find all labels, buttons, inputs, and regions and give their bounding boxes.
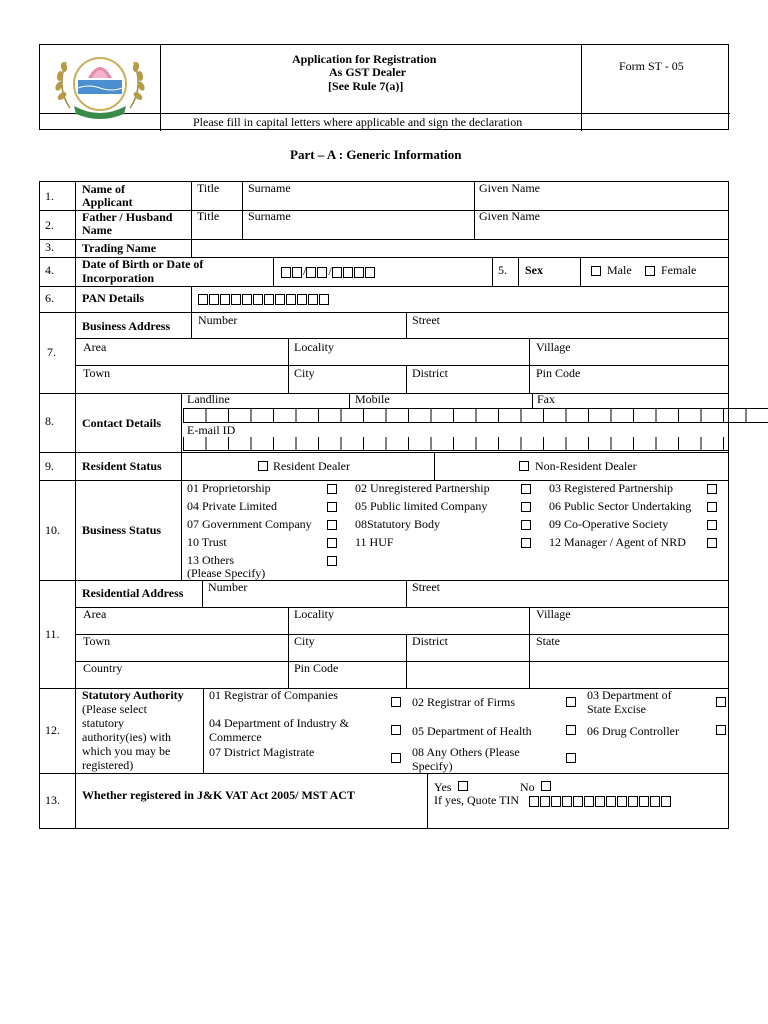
statutory-authority-label: Statutory Authority [82, 688, 184, 702]
authority-option-label: Specify) [412, 759, 453, 773]
form-title-line2: As GST Dealer [329, 65, 407, 79]
authority-option-label: 02 Registrar of Firms [412, 695, 515, 709]
residential-address-label: Residential Address [82, 586, 184, 600]
proprietorship-checkbox[interactable] [327, 484, 337, 494]
father-given-name-field[interactable]: Given Name [479, 209, 540, 223]
status-option-label: 05 Public limited Company [355, 499, 488, 513]
contact-details-label: Contact Details [82, 416, 161, 430]
father-husband-name-label-2: Name [82, 223, 112, 237]
business-town-field[interactable]: Town [83, 366, 111, 380]
authority-option-label: State Excise [587, 702, 646, 716]
residential-state-field[interactable]: State [536, 634, 560, 648]
authority-option-label: 08 Any Others (Please [412, 745, 520, 759]
dob-label: Date of Birth or Date of [82, 257, 204, 271]
authority-option-label: 07 District Magistrate [209, 745, 315, 759]
public-limited-checkbox[interactable] [521, 502, 531, 512]
residential-country-field[interactable]: Country [83, 661, 123, 675]
status-option-label: 11 HUF [355, 535, 394, 549]
status-option-label: 02 Unregistered Partnership [355, 481, 490, 495]
drug-controller-checkbox[interactable] [716, 725, 726, 735]
father-husband-name-label: Father / Husband [82, 210, 173, 224]
female-label: Female [661, 263, 697, 277]
status-option-label: 12 Manager / Agent of NRD [549, 535, 686, 549]
residential-number-field[interactable]: Number [208, 580, 248, 594]
row-number: 6. [45, 291, 54, 305]
residential-district-field[interactable]: District [412, 634, 448, 648]
private-limited-checkbox[interactable] [327, 502, 337, 512]
agent-nrd-checkbox[interactable] [707, 538, 717, 548]
statutory-authority-desc: (Please select [82, 702, 147, 716]
row-number: 13. [45, 793, 60, 807]
sex-label: Sex [525, 263, 543, 277]
resident-status-label: Resident Status [82, 459, 162, 473]
unregistered-partnership-checkbox[interactable] [521, 484, 531, 494]
father-title-field[interactable]: Title [197, 209, 220, 223]
row-number: 1. [45, 189, 54, 203]
applicant-name-label: Name of [82, 182, 125, 196]
mobile-label: Mobile [355, 392, 390, 406]
status-option-label: 08Statutory Body [355, 517, 441, 531]
vat-registration-label: Whether registered in J&K VAT Act 2005/ MST ACT [82, 788, 355, 802]
statutory-authority-desc: statutory [82, 716, 124, 730]
landline-label: Landline [187, 392, 230, 406]
dob-label-2: Incorporation [82, 271, 154, 285]
row-number: 2. [45, 218, 54, 232]
authority-option-label: 06 Drug Controller [587, 724, 679, 738]
yes-checkbox[interactable] [458, 781, 468, 791]
yes-label: Yes [434, 780, 452, 794]
no-checkbox[interactable] [541, 781, 551, 791]
male-checkbox[interactable] [591, 266, 601, 276]
tin-input-boxes[interactable] [529, 794, 672, 807]
tin-label: If yes, Quote TIN [434, 793, 520, 807]
authority-option-label: 04 Department of Industry & [209, 716, 349, 730]
business-locality-field[interactable]: Locality [294, 340, 334, 354]
email-label: E-mail ID [187, 423, 236, 437]
no-label: No [520, 780, 535, 794]
business-district-field[interactable]: District [412, 366, 448, 380]
business-city-field[interactable]: City [294, 366, 315, 380]
cooperative-checkbox[interactable] [707, 520, 717, 530]
business-pin-field[interactable]: Pin Code [536, 366, 581, 380]
residential-town-field[interactable]: Town [83, 634, 111, 648]
status-others-note: (Please Specify) [187, 566, 266, 580]
row-number: 10. [45, 523, 60, 537]
residential-city-field[interactable]: City [294, 634, 315, 648]
applicant-title-field[interactable]: Title [197, 181, 220, 195]
nonresident-dealer-checkbox[interactable] [519, 461, 529, 471]
resident-dealer-checkbox[interactable] [258, 461, 268, 471]
status-option-label: 06 Public Sector Undertaking [549, 499, 692, 513]
authority-option-label: 05 Department of Health [412, 724, 532, 738]
health-checkbox[interactable] [566, 725, 576, 735]
applicant-surname-field[interactable]: Surname [248, 181, 291, 195]
authority-option-label: Commerce [209, 730, 262, 744]
authority-option-label: 03 Department of [587, 688, 672, 702]
status-option-label: 10 Trust [187, 535, 227, 549]
registered-partnership-checkbox[interactable] [707, 484, 717, 494]
residential-locality-field[interactable]: Locality [294, 607, 334, 621]
status-option-label: 01 Proprietorship [187, 481, 271, 495]
business-number-field[interactable]: Number [198, 313, 238, 327]
form-title-line1: Application for Registration [292, 52, 437, 66]
row-number: 12. [45, 723, 60, 737]
form-number: Form ST - 05 [619, 59, 684, 73]
registrar-firms-checkbox[interactable] [566, 697, 576, 707]
government-company-checkbox[interactable] [327, 520, 337, 530]
row-number: 9. [45, 459, 54, 473]
row-number: 8. [45, 414, 54, 428]
applicant-name-label-2: Applicant [82, 195, 133, 209]
industry-commerce-checkbox[interactable] [391, 725, 401, 735]
part-title: Part – A : Generic Information [290, 147, 462, 162]
authority-option-label: 01 Registrar of Companies [209, 688, 338, 702]
business-village-field[interactable]: Village [536, 340, 571, 354]
business-area-field[interactable]: Area [83, 340, 107, 354]
father-surname-field[interactable]: Surname [248, 209, 291, 223]
dob-input-boxes[interactable]: / / [281, 265, 376, 278]
statutory-authority-desc: which you may be [82, 744, 171, 758]
others-checkbox[interactable] [327, 556, 337, 566]
row-number: 4. [45, 263, 54, 277]
trust-checkbox[interactable] [327, 538, 337, 548]
huf-checkbox[interactable] [521, 538, 531, 548]
applicant-given-name-field[interactable]: Given Name [479, 181, 540, 195]
resident-dealer-label: Resident Dealer [273, 459, 350, 473]
statutory-authority-desc: authority(ies) with [82, 730, 171, 744]
row-number: 5. [498, 263, 507, 277]
row-number: 11. [45, 627, 60, 641]
fax-label: Fax [537, 392, 555, 406]
phone-digit-cells[interactable] [183, 408, 768, 423]
status-option-label: 13 Others [187, 553, 234, 567]
nonresident-dealer-label: Non-Resident Dealer [535, 459, 637, 473]
district-magistrate-checkbox[interactable] [391, 753, 401, 763]
status-option-label: 04 Private Limited [187, 499, 277, 513]
male-label: Male [607, 263, 632, 277]
any-others-checkbox[interactable] [566, 753, 576, 763]
statutory-body-checkbox[interactable] [521, 520, 531, 530]
residential-street-field[interactable]: Street [412, 580, 440, 594]
pan-details-label: PAN Details [82, 291, 145, 305]
email-character-cells[interactable] [183, 437, 728, 451]
trading-name-label: Trading Name [82, 241, 157, 255]
pan-input-boxes[interactable] [198, 292, 330, 305]
business-status-label: Business Status [82, 523, 162, 537]
fill-instruction: Please fill in capital letters where applicable and sign the declaration [193, 115, 523, 129]
female-checkbox[interactable] [645, 266, 655, 276]
psu-checkbox[interactable] [707, 502, 717, 512]
business-street-field[interactable]: Street [412, 313, 440, 327]
form-title-line3: [See Rule 7(a)] [328, 79, 404, 93]
status-option-label: 09 Co-Operative Society [549, 517, 669, 531]
status-option-label: 07 Government Company [187, 517, 312, 531]
government-emblem-logo [48, 48, 152, 122]
status-option-label: 03 Registered Partnership [549, 481, 673, 495]
residential-area-field[interactable]: Area [83, 607, 107, 621]
residential-pin-field[interactable]: Pin Code [294, 661, 339, 675]
registrar-companies-checkbox[interactable] [391, 697, 401, 707]
row-number: 7. [47, 345, 56, 359]
residential-village-field[interactable]: Village [536, 607, 571, 621]
state-excise-checkbox[interactable] [716, 697, 726, 707]
statutory-authority-desc: registered) [82, 758, 134, 772]
row-number: 3. [45, 240, 54, 254]
business-address-label: Business Address [82, 319, 171, 333]
